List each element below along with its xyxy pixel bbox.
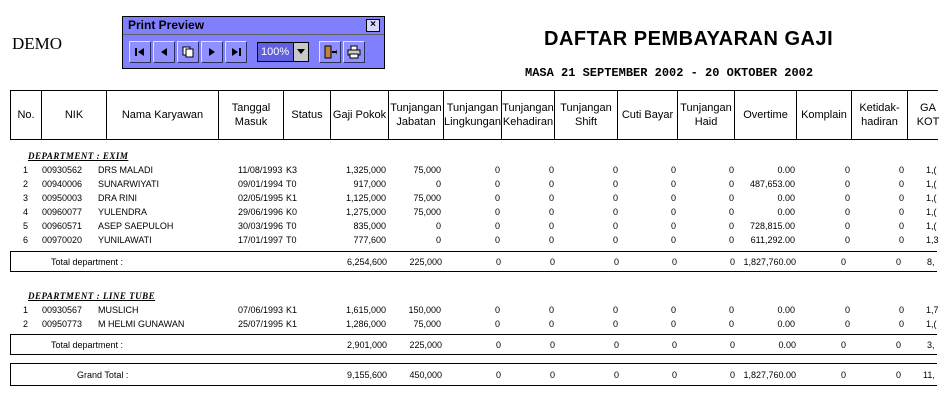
cell-komplain: 0 — [844, 179, 850, 189]
cell-no: 2 — [23, 179, 29, 189]
cell-gaji: 917,000 — [353, 179, 386, 189]
cell-komplain: 0 — [844, 319, 850, 329]
cell-no: 2 — [23, 319, 29, 329]
cell-cuti: 0 — [670, 319, 676, 329]
cell-komplain: 0 — [844, 305, 850, 315]
cell-komplain: 0 — [844, 165, 850, 175]
last-page-icon — [229, 45, 243, 59]
printer-icon — [347, 45, 361, 59]
department-total-box — [10, 251, 937, 272]
cell-status: K1 — [286, 319, 298, 329]
chevron-down-icon[interactable] — [293, 43, 308, 61]
next-page-button[interactable] — [201, 41, 223, 63]
cell-shift: 0 — [612, 305, 618, 315]
department-total-box — [10, 334, 937, 355]
total-cuti: 0 — [671, 257, 677, 267]
report-period: MASA 21 SEPTEMBER 2002 - 20 OKTOBER 2002 — [525, 66, 814, 80]
cell-ketidakhadiran: 0 — [898, 193, 904, 203]
grand-total-box — [10, 363, 937, 386]
total-jabatan: 225,000 — [409, 340, 442, 350]
cell-jabatan: 75,000 — [413, 193, 441, 203]
toolbar-separator — [311, 41, 317, 63]
cell-status: K1 — [286, 305, 298, 315]
cell-nik: 00940006 — [42, 179, 83, 189]
grand-total-row[interactable] — [1, 368, 938, 382]
pages-icon — [181, 45, 195, 59]
total-row[interactable] — [1, 338, 938, 352]
exit-door-icon — [323, 45, 337, 59]
table-row[interactable] — [0, 205, 937, 219]
print-preview-window — [122, 16, 385, 69]
cell-shift: 0 — [612, 235, 618, 245]
cell-kehadiran: 0 — [548, 207, 554, 217]
col-gaji-kotor: GA KOT — [916, 102, 940, 128]
cell-jabatan: 0 — [435, 221, 441, 231]
cell-date: 25/07/1995 — [238, 319, 284, 329]
total-gaji: 6,254,600 — [346, 257, 387, 267]
cell-kehadiran: 0 — [548, 319, 554, 329]
cell-name: YULENDRA — [98, 207, 148, 217]
cell-kehadiran: 0 — [548, 179, 554, 189]
demo-label: DEMO — [12, 34, 63, 53]
prev-page-button[interactable] — [153, 41, 175, 63]
cell-kotor: 1,7 — [926, 305, 939, 315]
total-haid: 0 — [729, 340, 735, 350]
grand-total-shift: 0 — [613, 370, 619, 380]
col-gaji: Gaji Pokok — [331, 91, 389, 139]
cell-nik: 00930567 — [42, 305, 83, 315]
cell-lingkungan: 0 — [494, 221, 500, 231]
cell-no: 4 — [23, 207, 29, 217]
cell-cuti: 0 — [670, 165, 676, 175]
cell-status: T0 — [286, 179, 297, 189]
cell-haid: 0 — [728, 165, 734, 175]
cell-kotor: 1,( — [926, 319, 937, 329]
grand-total-lingkungan: 0 — [495, 370, 501, 380]
cell-date: 11/08/1993 — [238, 165, 283, 175]
grand-total-gaji: 9,155,600 — [346, 370, 387, 380]
cell-kotor: 1,( — [926, 165, 937, 175]
cell-name: ASEP SAEPULOH — [98, 221, 174, 231]
total-komplain: 0 — [840, 340, 846, 350]
toolbar-separator — [249, 41, 255, 63]
cell-lingkungan: 0 — [494, 193, 500, 203]
next-page-icon — [205, 45, 219, 59]
grand-total-komplain: 0 — [840, 370, 846, 380]
cell-no: 3 — [23, 193, 29, 203]
cell-gaji: 1,275,000 — [345, 207, 386, 217]
cell-no: 6 — [23, 235, 29, 245]
cell-overtime: 487,653.00 — [749, 179, 795, 189]
cell-komplain: 0 — [844, 235, 850, 245]
total-kotor: 3, — [927, 340, 935, 350]
cell-komplain: 0 — [844, 207, 850, 217]
col-nik: NIK — [42, 91, 107, 139]
cell-lingkungan: 0 — [494, 179, 500, 189]
cell-date: 02/05/1995 — [238, 193, 284, 203]
grand-total-haid: 0 — [729, 370, 735, 380]
cell-nik: 00950773 — [42, 319, 83, 329]
cell-komplain: 0 — [844, 221, 850, 231]
cell-haid: 0 — [728, 319, 734, 329]
cell-jabatan: 150,000 — [408, 305, 441, 315]
cell-haid: 0 — [728, 193, 734, 203]
grand-total-cuti: 0 — [671, 370, 677, 380]
cell-overtime: 0.00 — [777, 207, 795, 217]
cell-overtime: 0.00 — [777, 165, 795, 175]
cell-lingkungan: 0 — [494, 235, 500, 245]
total-kehadiran: 0 — [549, 257, 555, 267]
total-shift: 0 — [613, 340, 619, 350]
table-row[interactable] — [0, 219, 937, 233]
table-row[interactable] — [0, 233, 937, 247]
cell-kehadiran: 0 — [548, 193, 554, 203]
cell-status: T0 — [286, 221, 297, 231]
first-page-icon — [133, 45, 147, 59]
cell-cuti: 0 — [670, 221, 676, 231]
cell-overtime: 0.00 — [777, 319, 795, 329]
cell-lingkungan: 0 — [494, 305, 500, 315]
col-status: Status — [284, 91, 331, 139]
zoom-value: 100% — [258, 43, 293, 61]
cell-haid: 0 — [728, 207, 734, 217]
total-overtime: 0.00 — [778, 340, 796, 350]
department-label: DEPARTMENT : EXIM — [28, 151, 129, 161]
cell-shift: 0 — [612, 319, 618, 329]
total-ketidakhadiran: 0 — [895, 340, 901, 350]
cell-komplain: 0 — [844, 193, 850, 203]
col-lingkungan: Tunjangan Lingkungan — [444, 91, 502, 139]
cell-status: K1 — [286, 193, 298, 203]
total-label: Total department : — [51, 340, 124, 350]
print-preview-titlebar[interactable] — [123, 17, 384, 35]
col-haid: Tunjangan Haid — [678, 91, 735, 139]
col-nama: Nama Karyawan — [107, 91, 219, 139]
cell-jabatan: 0 — [435, 179, 441, 189]
last-page-button[interactable] — [225, 41, 247, 63]
cell-lingkungan: 0 — [494, 165, 500, 175]
col-jabatan: Tunjangan Jabatan — [389, 91, 444, 139]
cell-date: 07/06/1993 — [238, 305, 284, 315]
grand-total-kotor: 11, — [923, 370, 935, 380]
total-kotor: 8, — [927, 257, 935, 267]
page-view-button[interactable] — [177, 41, 199, 63]
cell-shift: 0 — [612, 165, 618, 175]
table-row[interactable] — [0, 163, 937, 177]
cell-jabatan: 75,000 — [413, 165, 441, 175]
table-row[interactable] — [0, 317, 937, 331]
cell-kehadiran: 0 — [548, 165, 554, 175]
cell-ketidakhadiran: 0 — [898, 319, 904, 329]
cell-gaji: 1,615,000 — [345, 305, 386, 315]
cell-gaji: 1,286,000 — [345, 319, 386, 329]
total-label: Total department : — [51, 257, 124, 267]
total-kehadiran: 0 — [549, 340, 555, 350]
cell-shift: 0 — [612, 221, 618, 231]
cell-shift: 0 — [612, 179, 618, 189]
total-haid: 0 — [729, 257, 735, 267]
cell-overtime: 611,292.00 — [750, 235, 795, 245]
cell-gaji: 1,125,000 — [345, 193, 386, 203]
total-overtime: 1,827,760.00 — [743, 257, 796, 267]
cell-ketidakhadiran: 0 — [898, 207, 904, 217]
cell-gaji: 835,000 — [353, 221, 386, 231]
cell-nik: 00960571 — [42, 221, 83, 231]
cell-name: DRA RINI — [98, 193, 138, 203]
cell-status: K0 — [286, 207, 298, 217]
cell-cuti: 0 — [670, 179, 676, 189]
cell-date: 17/01/1997 — [238, 235, 284, 245]
total-gaji: 2,901,000 — [346, 340, 387, 350]
cell-name: SUNARWIYATI — [98, 179, 160, 189]
cell-name: YUNILAWATI — [98, 235, 152, 245]
cell-cuti: 0 — [670, 207, 676, 217]
zoom-select[interactable] — [257, 42, 309, 62]
col-kehadiran: Tunjangan Kehadiran — [502, 91, 555, 139]
cell-no: 1 — [23, 305, 29, 315]
cell-kotor: 1,( — [926, 221, 937, 231]
grand-total-ketidakhadiran: 0 — [895, 370, 901, 380]
cell-ketidakhadiran: 0 — [898, 305, 904, 315]
cell-haid: 0 — [728, 235, 734, 245]
cell-ketidakhadiran: 0 — [898, 235, 904, 245]
total-shift: 0 — [613, 257, 619, 267]
cell-kotor: 1,( — [926, 193, 937, 203]
col-cuti: Cuti Bayar — [618, 91, 678, 139]
cell-jabatan: 75,000 — [413, 207, 441, 217]
cell-name: DRS MALADI — [98, 165, 154, 175]
total-lingkungan: 0 — [495, 257, 501, 267]
print-button[interactable] — [343, 41, 365, 63]
total-row[interactable] — [1, 255, 938, 269]
cell-ketidakhadiran: 0 — [898, 165, 904, 175]
total-cuti: 0 — [671, 340, 677, 350]
total-jabatan: 225,000 — [409, 257, 442, 267]
cell-kehadiran: 0 — [548, 305, 554, 315]
col-no: No. — [11, 91, 42, 139]
cell-name: MUSLICH — [98, 305, 139, 315]
cell-no: 5 — [23, 221, 29, 231]
total-komplain: 0 — [840, 257, 846, 267]
cell-ketidakhadiran: 0 — [898, 179, 904, 189]
cell-date: 30/03/1996 — [238, 221, 284, 231]
cell-nik: 00970020 — [42, 235, 83, 245]
cell-ketidakhadiran: 0 — [898, 221, 904, 231]
cell-kehadiran: 0 — [548, 221, 554, 231]
cell-gaji: 1,325,000 — [345, 165, 386, 175]
total-ketidakhadiran: 0 — [895, 257, 901, 267]
table-row[interactable] — [0, 303, 937, 317]
cell-status: T0 — [286, 235, 297, 245]
report-title: DAFTAR PEMBAYARAN GAJI — [544, 28, 834, 50]
cell-kotor: 1,( — [926, 207, 937, 217]
cell-cuti: 0 — [670, 193, 676, 203]
cell-overtime: 0.00 — [777, 193, 795, 203]
total-lingkungan: 0 — [495, 340, 501, 350]
first-page-button[interactable] — [129, 41, 151, 63]
cell-date: 09/01/1994 — [238, 179, 284, 189]
col-komplain: Komplain — [797, 91, 852, 139]
exit-button[interactable] — [319, 41, 341, 63]
table-header — [10, 90, 938, 140]
cell-name: M HELMI GUNAWAN — [98, 319, 185, 329]
cell-nik: 00930562 — [42, 165, 83, 175]
cell-haid: 0 — [728, 179, 734, 189]
col-tanggal: Tanggal Masuk — [219, 91, 284, 139]
cell-cuti: 0 — [670, 235, 676, 245]
cell-kotor: 1,( — [926, 179, 937, 189]
preview-toolbar — [129, 41, 365, 63]
grand-total-label: Grand Total : — [77, 370, 129, 380]
department-label: DEPARTMENT : LINE TUBE — [28, 291, 156, 301]
cell-kotor: 1,3 — [926, 235, 939, 245]
grand-total-jabatan: 450,000 — [409, 370, 442, 380]
prev-page-icon — [157, 45, 171, 59]
cell-kehadiran: 0 — [548, 235, 554, 245]
cell-lingkungan: 0 — [494, 207, 500, 217]
col-shift: Tunjangan Shift — [555, 91, 618, 139]
cell-overtime: 0.00 — [777, 305, 795, 315]
cell-overtime: 728,815.00 — [749, 221, 795, 231]
cell-date: 29/06/1996 — [238, 207, 284, 217]
cell-shift: 0 — [612, 193, 618, 203]
grand-total-kehadiran: 0 — [549, 370, 555, 380]
cell-jabatan: 0 — [435, 235, 441, 245]
table-row[interactable] — [0, 177, 937, 191]
cell-shift: 0 — [612, 207, 618, 217]
col-overtime: Overtime — [735, 91, 797, 139]
cell-haid: 0 — [728, 221, 734, 231]
cell-cuti: 0 — [670, 305, 676, 315]
close-button[interactable]: × — [366, 19, 380, 32]
cell-gaji: 777,600 — [353, 235, 386, 245]
cell-nik: 00950003 — [42, 193, 83, 203]
table-row[interactable] — [0, 191, 937, 205]
print-preview-title: Print Preview — [128, 18, 205, 32]
cell-jabatan: 75,000 — [413, 319, 441, 329]
cell-lingkungan: 0 — [494, 319, 500, 329]
cell-nik: 00960077 — [42, 207, 83, 217]
col-ketidakhadiran: Ketidak- hadiran — [852, 91, 908, 139]
cell-status: K3 — [286, 165, 298, 175]
grand-total-overtime: 1,827,760.00 — [743, 370, 796, 380]
cell-no: 1 — [23, 165, 29, 175]
cell-haid: 0 — [728, 305, 734, 315]
